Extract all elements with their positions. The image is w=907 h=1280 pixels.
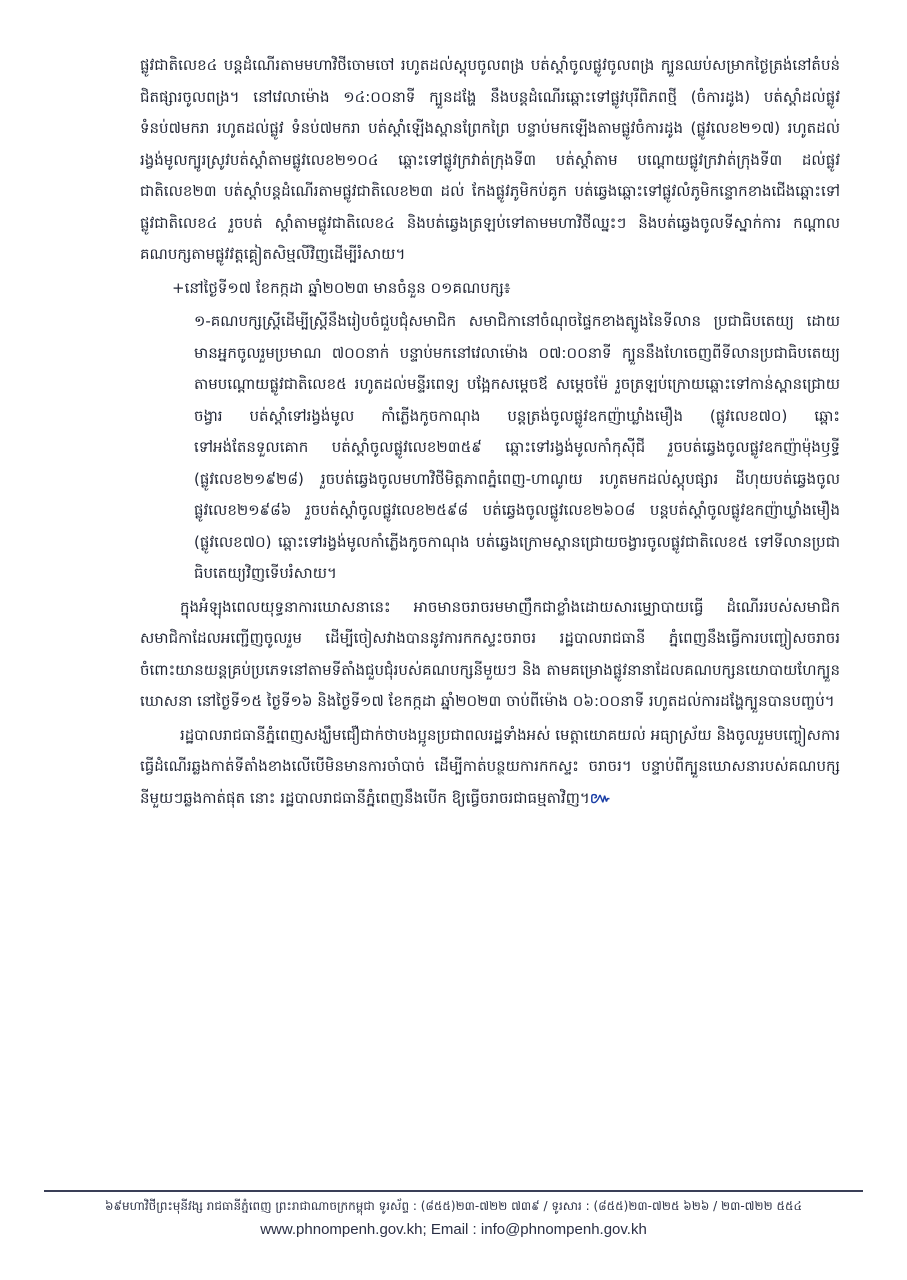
closing-text: រដ្ឋបាលរាជធានីភ្នំពេញសង្ឃឹមជឿជាក់ថាបងប្អូនប្រជាពលរដ្ឋទាំងអស់ មេត្តាយោគយល់ អធ្យាស្រ័យ និងចូលរួមបញ្ចៀសការធ្វើដំណើរឆ្លងកាត់ទីតាំងខាងលើបើមិនមានការចាំបាច់ ដើម្បីកាត់បន្ថយការកកស្ទះ ចរាចរ។ បន្ទាប់ពីក្បួនឃោសនារបស់គណបក្សនីមួយៗឆ្លងកាត់ផុត នោះ រដ្ឋបាលរាជធានីភ្នំពេញនឹងបើក ឱ្យធ្វើចរាចរជាធម្មតាវិញ។	[140, 725, 840, 807]
footer-divider	[44, 1190, 863, 1192]
route-paragraph-continued: ផ្លូវជាតិលេខ៤ បន្តដំណើរតាមមហាវិថីចោមចៅ រហូតដល់ស្តុបចូលពង្រ បត់ស្តាំចូលផ្លូវចូលពង្រ ក្បួនឈប់សម្រាកថ្ងៃត្រង់នៅតំបន់ជិតផ្សារចូលពង្រ។ នៅវេលាម៉ោង ១៤:០០នាទី ក្បួនដង្ហែ នឹងបន្តដំណើរឆ្ពោះទៅផ្លូវបុរីពិភពថ្មី (ចំការដូង) បត់ស្តាំដល់ផ្លូវទំនប់៧មករា រហូតដល់ផ្លូវ ទំនប់៧មករា បត់ស្តាំឡើងស្ពានព្រែកព្រៃ បន្ទាប់មកឡើងតាមផ្លូវចំការដូង (ផ្លូវលេខ២១៧) រហូតដល់រង្វង់មូលក្បូរស្រូវបត់ស្តាំតាមផ្លូវលេខ២១០៤ ឆ្ពោះទៅផ្លូវក្រវាត់ក្រុងទី៣ បត់ស្តាំតាម បណ្តោយផ្លូវក្រវាត់ក្រុងទី៣ ដល់ផ្លូវជាតិលេខ២៣ បត់ស្តាំបន្តដំណើរតាមផ្លូវជាតិលេខ២៣ ដល់ កែងផ្លូវភូមិកប់គូក បត់ឆ្វេងឆ្ពោះទៅផ្លូវលំភូមិកន្ទោកខាងជើងឆ្ពោះទៅផ្លូវជាតិលេខ៤ រួចបត់ ស្តាំតាមផ្លូវជាតិលេខ៤ និងបត់ឆ្វេងត្រឡប់ទៅតាមមហាវិថីឈ្នះៗ និងបត់ឆ្វេងចូលទីស្នាក់ការ កណ្តាលគណបក្សតាមផ្លូវវត្តគ្គៀតសិម្មលីវិញដើម្បីរំសាយ។	[140, 56, 840, 263]
date-bullet: +នៅថ្ងៃទី១៧ ខែកក្កដា ឆ្នាំ២០២៣ មានចំនួន ០១គណបក្ស៖	[172, 278, 511, 297]
footer-address: ៦៩មហាវិថីព្រះមុនីវង្ស រាជធានីភ្នំពេញ ព្រះរាជាណាចក្រកម្ពុជា ទូរស័ព្ទ : (៨៥៥)២៣-៧២២ ៧៣៩ / ទូរសារ : (៨៥៥)២៣-៧២៥ ៦២៦ / ២៣-៧២២ ៥៥៤	[105, 1199, 802, 1213]
closing-paragraph	[140, 720, 840, 815]
end-mark: ៚	[589, 788, 612, 807]
document-body	[140, 50, 840, 816]
email-link[interactable]: info@phnompenh.gov.kh	[480, 1221, 647, 1238]
website-link[interactable]: www.phnompenh.gov.kh	[260, 1221, 423, 1238]
traffic-notice-paragraph: ក្នុងអំឡុងពេលយុទ្ធនាការឃោសនានេះ អាចមានចរាចរមមាញឹកជាខ្លាំងដោយសារម្ធ្យោបាយធ្វើ ដំណើររបស់សមាជិក សមាជិកាដែលអញ្ជើញចូលរួម ដើម្បីចៀសវាងបាននូវការកកស្ទះចរាចរ រដ្ឋបាលរាជធានី ភ្នំពេញនឹងធ្វើការបញ្ចៀសចរាចរចំពោះយានយន្តគ្រប់ប្រភេទនៅតាមទីតាំងជួបជុំរបស់គណបក្សនីមួយៗ និង តាមគម្រោងផ្លូវនានាដែលគណបក្សនយោបាយហែក្បួនឃោសនា នៅថ្ងៃទី១៥ ថ្ងៃទី១៦ និងថ្ងៃទី១៧ ខែកក្កដា ឆ្នាំ២០២៣ ចាប់ពីម៉ោង ០៦:០០នាទី រហូតដល់ការដង្ហែក្បួនបានបញ្ចប់។	[140, 597, 840, 710]
party-item-1: ១-គណបក្សស្ត្រីដើម្បីស្ត្រីនឹងរៀបចំជួបជុំសមាជិក សមាជិកានៅចំណុចផ្ទៃកខាងត្បូងនៃទីលាន ប្រជាធិបតេយ្យ ដោយមានអ្នកចូលរួមប្រមាណ ៧០០នាក់ បន្ទាប់មកនៅវេលាម៉ោង ០៧:០០នាទី ក្បួននឹងហែចេញពីទីលានប្រជាធិបតេយ្យ តាមបណ្តោយផ្លូវជាតិលេខ៥ រហូតដល់មន្ទីរពេទ្យ បង្អែកសម្តេចឪ សម្តេចម៉ែ រួចត្រឡប់ក្រោយឆ្ពោះទៅកាន់ស្ពានជ្រោយចង្វារ បត់ស្តាំទៅរង្វង់មូល កាំភ្លើងកូចកាណុង បន្តត្រង់ចូលផ្លូវឧកញ៉ាឃ្លាំងមឿង (ផ្លូវលេខ៧០) ឆ្ពោះទៅអង់តែនទួលគោក បត់ស្តាំចូលផ្លូវលេខ២៣៥៩ ឆ្ពោះទៅរង្វង់មូលកាំកុស៊ីជី រួចបត់ឆ្វេងចូលផ្លូវឧកញ៉ាម៉ុងឫទ្ធី (ផ្លូវលេខ២១៩២៨) រួចបត់ឆ្វេងចូលមហាវិថីមិត្តភាពភ្នំពេញ-ហាណូយ រហូតមកដល់ស្តុបផ្សារ ដីហុយបត់ឆ្វេងចូលផ្លូវលេខ២១៩៨៦ រួចបត់ស្តាំចូលផ្លូវលេខ២៥៩៨ បត់ឆ្វេងចូលផ្លូវលេខ២៦០៨ បន្តបត់ស្តាំចូលផ្លូវឧកញ៉ាឃ្លាំងមឿង (ផ្លូវលេខ៧០) ឆ្ពោះទៅរង្វង់មូលកាំភ្លើងកូចកាណុង បត់ឆ្វេងក្រោមស្ពានជ្រោយចង្វារចូលផ្លូវជាតិលេខ៥ ទៅទីលានប្រជាធិបតេយ្យវិញទើបរំសាយ។	[194, 312, 840, 582]
contact-separator: ; Email :	[422, 1221, 481, 1238]
footer-contact	[44, 1221, 863, 1238]
